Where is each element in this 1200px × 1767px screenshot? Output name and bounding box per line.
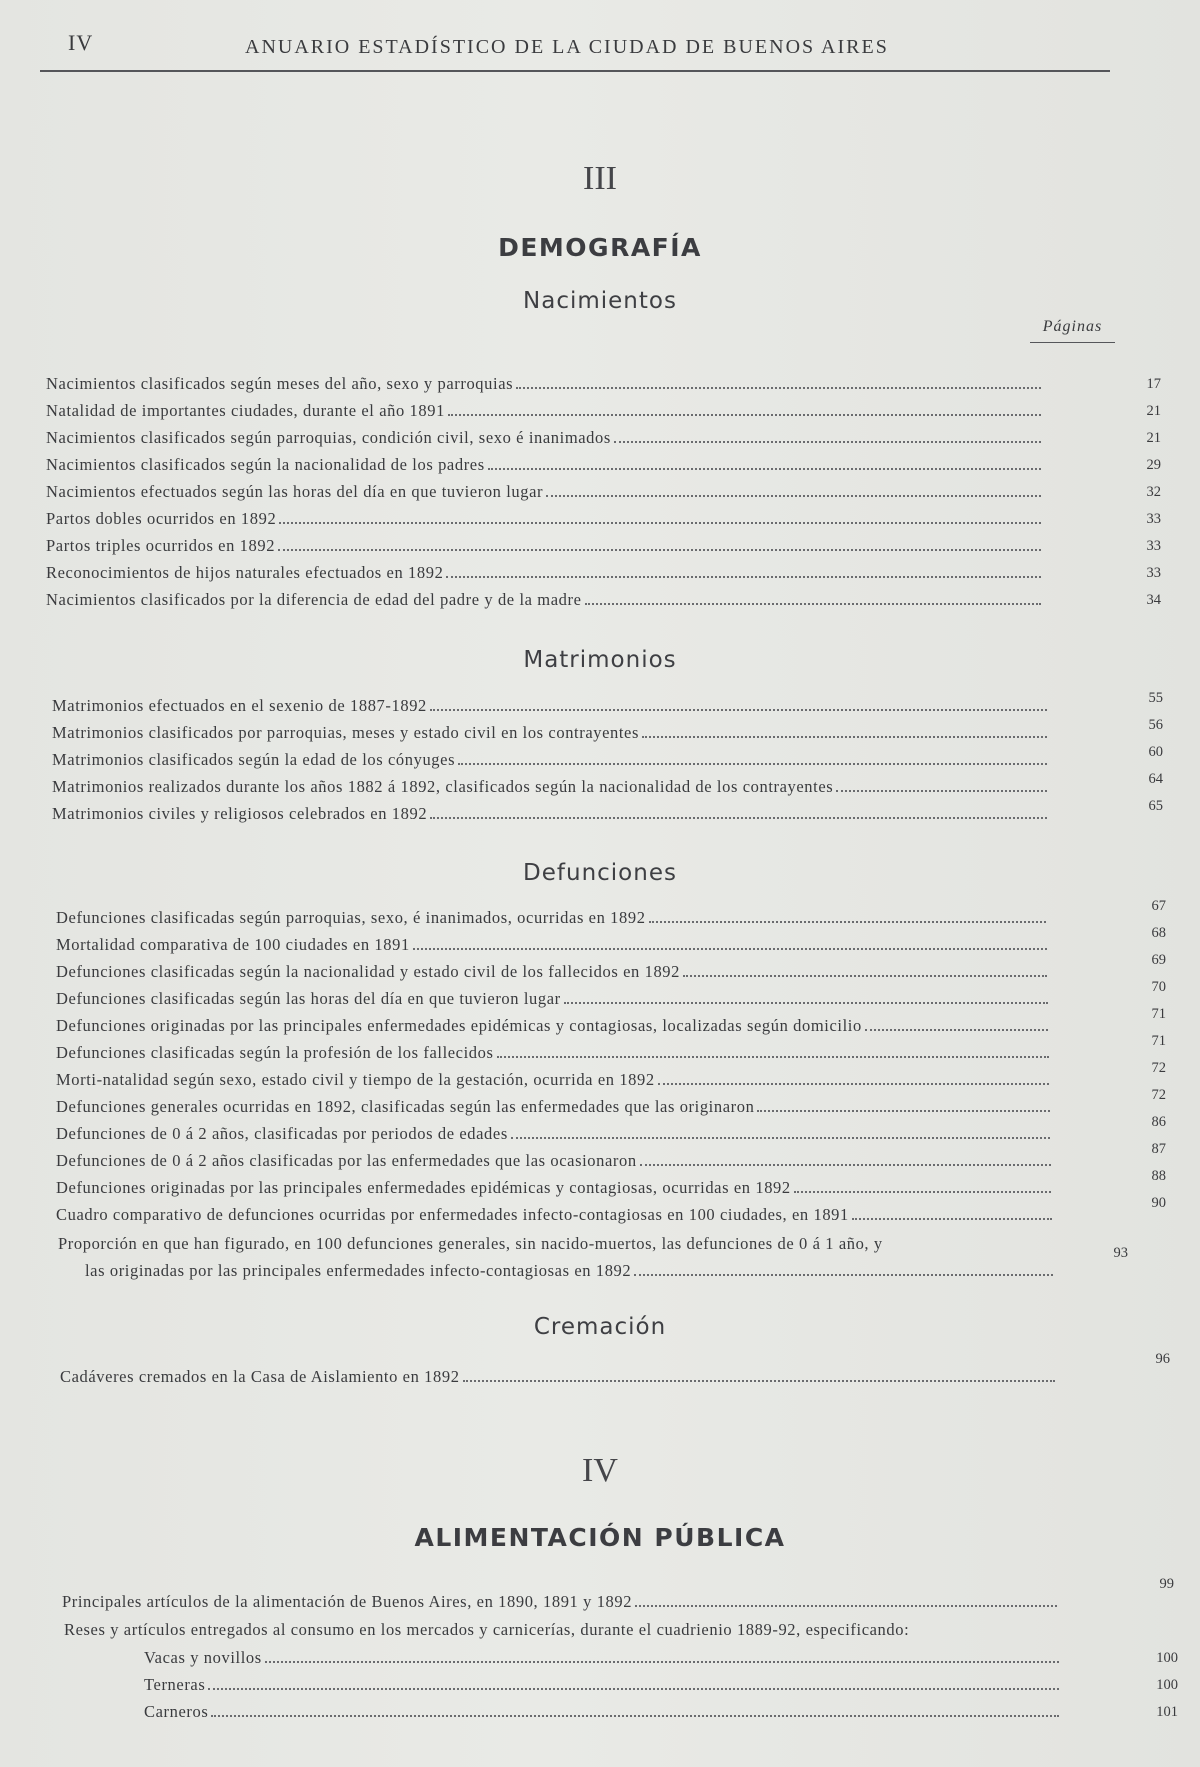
entry-text: Defunciones clasificadas según la profesión de los fallecidos	[56, 1043, 494, 1062]
entry-page: 71	[1151, 1006, 1166, 1022]
dot-leader	[279, 522, 1041, 524]
toc-entry	[56, 1006, 1166, 1041]
section-title-matrimonios: Matrimonios	[523, 647, 677, 673]
entry-text: Matrimonios civiles y religiosos celebrados en 1892	[52, 804, 428, 823]
entry-page: 33	[1146, 511, 1161, 527]
dot-leader	[488, 468, 1041, 470]
entry-text: Defunciones clasificadas según la nacionalidad y estado civil de los fallecidos en 1892	[56, 962, 681, 981]
dot-leader	[757, 1110, 1049, 1112]
entry-text: Nacimientos clasificados según la nacionalidad de los padres	[46, 455, 485, 474]
dot-leader	[511, 1137, 1050, 1139]
toc-entry	[52, 717, 1163, 748]
toc-entry	[46, 453, 1161, 480]
entry-text: Matrimonios clasificados según la edad de los cónyuges	[52, 750, 456, 769]
dot-leader	[211, 1715, 1059, 1717]
dot-leader	[658, 1083, 1049, 1085]
entry-page: 101	[1156, 1704, 1178, 1720]
entry-text: Partos triples ocurridos en 1892	[46, 536, 276, 555]
dot-leader	[413, 948, 1047, 950]
matrimonios-list	[52, 690, 1163, 829]
dot-leader	[614, 441, 1041, 443]
dot-leader	[208, 1688, 1059, 1690]
dot-leader	[634, 1274, 1053, 1276]
dot-leader	[852, 1218, 1052, 1220]
section-title-nacimientos: Nacimientos	[523, 288, 677, 314]
entry-text: Morti-natalidad según sexo, estado civil y tiempo de la gestación, ocurrida en 1892	[56, 1070, 655, 1089]
entry-page: 33	[1146, 565, 1161, 581]
entry-page: 93	[1113, 1245, 1128, 1261]
dot-leader	[649, 921, 1046, 923]
dot-leader	[430, 709, 1047, 711]
entry-page: 90	[1151, 1195, 1166, 1211]
entry-text: Reconocimientos de hijos naturales efectuados en 1892	[46, 563, 444, 582]
entry-page: 17	[1146, 376, 1161, 392]
toc-entry	[52, 771, 1163, 802]
entry-text: Carneros	[144, 1702, 209, 1721]
toc-entry	[46, 480, 1161, 507]
dot-leader	[546, 495, 1041, 497]
entry-text: Terneras	[144, 1675, 206, 1694]
dot-leader	[642, 736, 1047, 738]
entry-page: 21	[1146, 430, 1161, 446]
entry-page: 71	[1151, 1033, 1166, 1049]
toc-entry	[56, 1060, 1166, 1095]
entry-text: Matrimonios realizados durante los años 1882 á 1892, clasificados según la nacionalidad de los contrayentes	[52, 777, 834, 796]
toc-entry	[46, 588, 1161, 615]
reses-intro-entry	[64, 1618, 1144, 1645]
dot-leader	[497, 1056, 1049, 1058]
entry-text: Defunciones originadas por las principales enfermedades epidémicas y contagiosas, ocurridas en 1892	[56, 1178, 791, 1197]
entry-text: Principales artículos de la alimentación de Buenos Aires, en 1890, 1891 y 1892	[62, 1592, 633, 1611]
entry-text: Reses y artículos entregados al consumo en los mercados y carnicerías, durante el cuadrienio 1889-92, especificando:	[64, 1620, 910, 1639]
paginas-label: Páginas	[1030, 318, 1115, 343]
toc-entry	[52, 744, 1163, 775]
entry-page: 96	[1155, 1351, 1170, 1367]
section-title-cremacion: Cremación	[533, 1314, 667, 1340]
nacimientos-list	[46, 372, 1161, 615]
entry-page: 87	[1151, 1141, 1166, 1157]
entry-page: 33	[1146, 538, 1161, 554]
part-title: DEMOGRAFÍA	[498, 233, 702, 262]
toc-entry	[64, 1618, 1144, 1645]
entry-text: Defunciones generales ocurridas en 1892, clasificadas según las enfermedades que las originaron	[56, 1097, 755, 1116]
part-number: III	[583, 160, 617, 197]
dot-leader	[564, 1002, 1048, 1004]
entry-page: 67	[1151, 898, 1166, 914]
entry-text: Defunciones de 0 á 2 años, clasificadas por periodos de edades	[56, 1124, 508, 1143]
dot-leader	[446, 576, 1041, 578]
toc-entry	[58, 1245, 1138, 1286]
toc-entry	[46, 372, 1161, 399]
defunciones-list	[56, 898, 1166, 1230]
part-title-iv: ALIMENTACIÓN PÚBLICA	[414, 1523, 786, 1552]
entry-page: 69	[1151, 952, 1166, 968]
toc-entry	[60, 1351, 1170, 1392]
dot-leader	[794, 1191, 1051, 1193]
folio: IV	[68, 30, 94, 55]
dot-leader	[516, 387, 1041, 389]
reses-sub-list	[64, 1646, 1178, 1727]
toc-entry	[56, 1195, 1166, 1230]
running-title: ANUARIO ESTADÍSTICO DE LA CIUDAD DE BUENOS AIRES	[245, 36, 889, 58]
entry-text: Vacas y novillos	[144, 1648, 262, 1667]
entry-page: 65	[1148, 798, 1163, 814]
entry-text: Nacimientos clasificados según parroquias, condición civil, sexo é inanimados	[46, 428, 611, 447]
dot-leader	[635, 1605, 1057, 1607]
entry-page: 64	[1148, 771, 1163, 787]
entry-page: 100	[1156, 1677, 1178, 1693]
entry-page: 29	[1146, 457, 1161, 473]
dot-leader	[430, 817, 1047, 819]
entry-page: 88	[1151, 1168, 1166, 1184]
entry-text: Proporción en que han figurado, en 100 defunciones generales, sin nacido-muertos, las defunciones de 0 á 1 año, y	[58, 1234, 883, 1253]
entry-text: Defunciones originadas por las principales enfermedades epidémicas y contagiosas, localizadas según domicilio	[56, 1016, 862, 1035]
toc-entry	[46, 534, 1161, 561]
dot-leader	[865, 1029, 1048, 1031]
toc-entry	[46, 507, 1161, 534]
entry-text: Nacimientos clasificados según meses del año, sexo y parroquias	[46, 374, 514, 393]
entry-page: 86	[1151, 1114, 1166, 1130]
entry-page: 70	[1151, 979, 1166, 995]
alimentacion-list	[62, 1576, 1174, 1617]
part-number-iv: IV	[582, 1452, 618, 1489]
entry-text: Defunciones clasificadas según las horas del día en que tuvieron lugar	[56, 989, 561, 1008]
entry-page: 99	[1159, 1576, 1174, 1592]
toc-entry	[58, 1232, 1138, 1259]
toc-entry	[46, 399, 1161, 426]
toc-entry	[64, 1646, 1178, 1673]
toc-entry	[64, 1700, 1178, 1727]
entry-page: 32	[1146, 484, 1161, 500]
running-header	[40, 30, 1110, 72]
entry-text: Partos dobles ocurridos en 1892	[46, 509, 277, 528]
entry-page: 34	[1146, 592, 1161, 608]
entry-page: 68	[1151, 925, 1166, 941]
dot-leader	[265, 1661, 1059, 1663]
entry-page: 56	[1148, 717, 1163, 733]
dot-leader	[448, 414, 1041, 416]
toc-entry	[52, 690, 1163, 721]
entry-page: 100	[1156, 1650, 1178, 1666]
toc-entry	[52, 798, 1163, 829]
entry-text: Natalidad de importantes ciudades, durante el año 1891	[46, 401, 445, 420]
entry-text: Cuadro comparativo de defunciones ocurridas por enfermedades infecto-contagiosas en 100 ciudades, en 1891	[56, 1205, 849, 1224]
dot-leader	[278, 549, 1041, 551]
dot-leader	[585, 603, 1041, 605]
section-title-defunciones: Defunciones	[523, 860, 677, 886]
dot-leader	[463, 1380, 1055, 1382]
entry-text: las originadas por las principales enfermedades infecto-contagiosas en 1892	[85, 1261, 632, 1280]
entry-text: Nacimientos clasificados por la diferencia de edad del padre y de la madre	[46, 590, 582, 609]
dot-leader	[836, 790, 1047, 792]
entry-page: 55	[1148, 690, 1163, 706]
entry-page: 72	[1151, 1087, 1166, 1103]
entry-text: Cadáveres cremados en la Casa de Aislamiento en 1892	[60, 1367, 460, 1386]
cremacion-list	[60, 1351, 1170, 1392]
dot-leader	[640, 1164, 1051, 1166]
toc-entry	[64, 1673, 1178, 1700]
entry-text: Matrimonios efectuados en el sexenio de 1887-1892	[52, 696, 427, 715]
toc-entry	[46, 426, 1161, 453]
entry-text: Defunciones de 0 á 2 años clasificadas por las enfermedades que las ocasionaron	[56, 1151, 637, 1170]
entry-text: Mortalidad comparativa de 100 ciudades en 1891	[56, 935, 410, 954]
proporcion-entry	[58, 1232, 1138, 1286]
toc-entry	[46, 561, 1161, 588]
entry-page: 60	[1148, 744, 1163, 760]
entry-page: 72	[1151, 1060, 1166, 1076]
entry-text: Defunciones clasificadas según parroquias, sexo, é inanimados, ocurridas en 1892	[56, 908, 646, 927]
dot-leader	[683, 975, 1047, 977]
dot-leader	[458, 763, 1047, 765]
toc-entry	[62, 1576, 1174, 1617]
entry-page: 21	[1146, 403, 1161, 419]
entry-text: Nacimientos efectuados según las horas del día en que tuvieron lugar	[46, 482, 544, 501]
entry-text: Matrimonios clasificados por parroquias, meses y estado civil en los contrayentes	[52, 723, 640, 742]
